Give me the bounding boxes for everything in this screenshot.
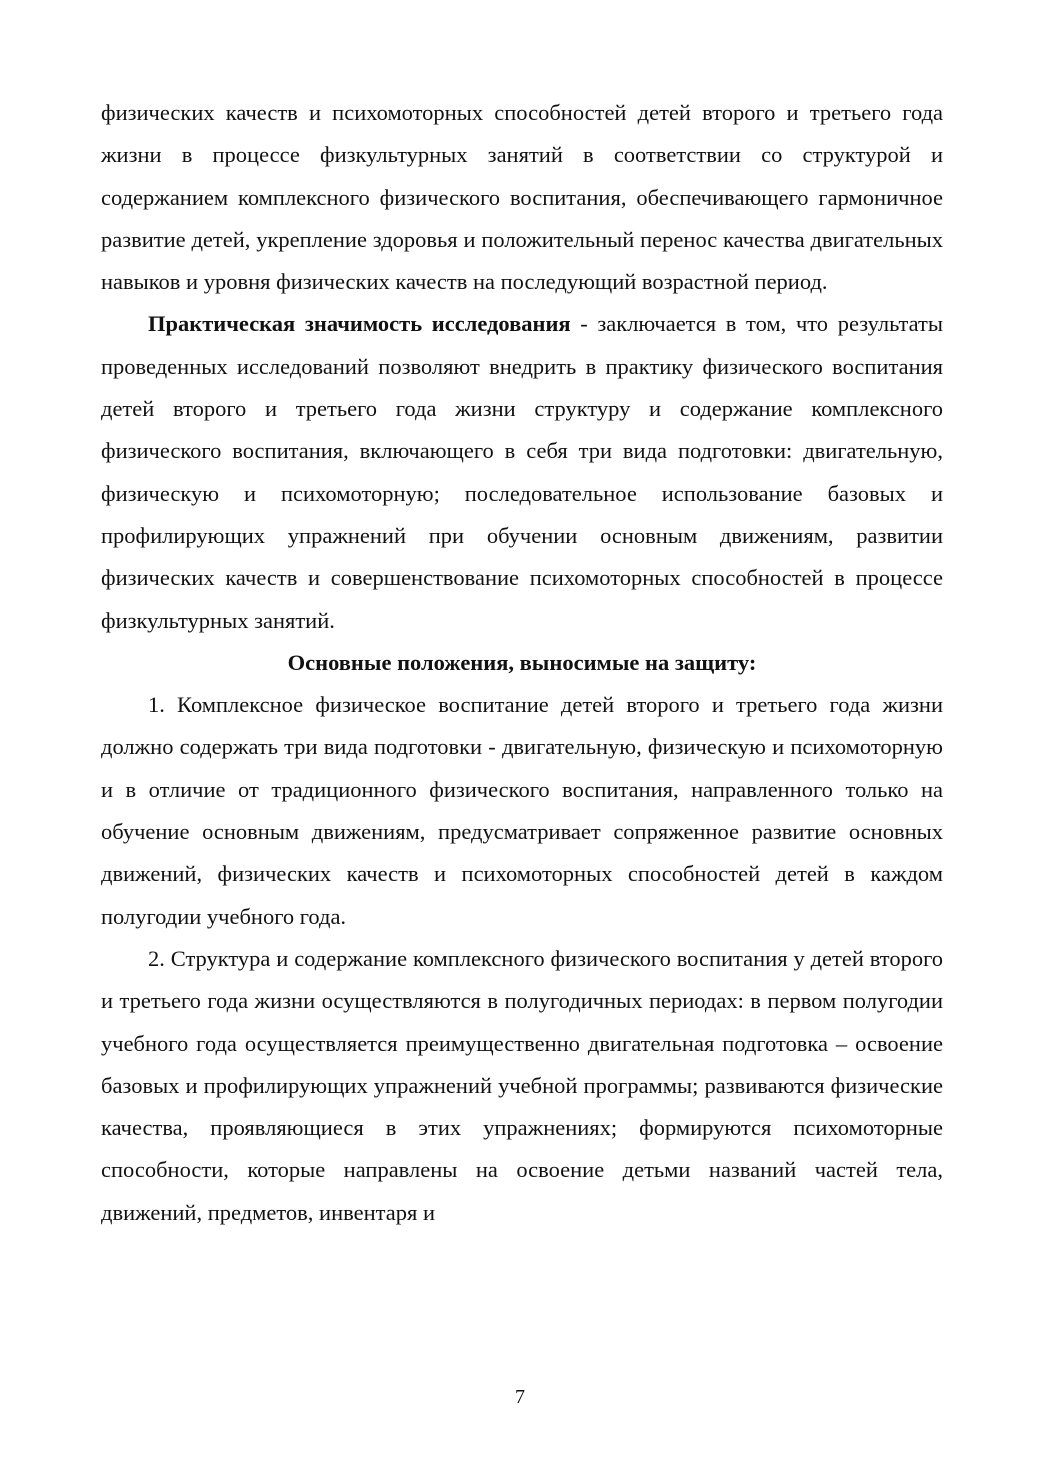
list-item-1: 1. Комплексное физическое воспитание детей второго и третьего года жизни должно содержать три вида подготовки - двигательную, физическую и психомоторную и в отличие от традиционного физического воспитания, направленного только на обучение основным движениям, предусматривает сопряженное развитие основных движений, физических качеств и психомоторных способностей детей в каждом полугодии учебного года.	[101, 692, 943, 929]
list-item-2: 2. Структура и содержание комплексного физического воспитания у детей второго и третьего года жизни осуществляются в полугодичных периодах: в первом полугодии учебного года осуществляется преимущественно двигательная подготовка – освоение базовых и профилирующих упражнений учебной программы; развиваются физические качества, проявляющиеся в этих упражнениях; формируются психомоторные способности, которые направлены на освоение детьми названий частей тела, движений, предметов, инвентаря и	[101, 945, 943, 1225]
paragraph-continuation: физических качеств и психомоторных способностей детей второго и третьего года жизни в процессе физкультурных занятий в соответствии со структурой и содержанием комплексного физического воспитания, обеспечивающего гармоничное развитие детей, укрепление здоровья и положительный перенос качества двигательных навыков и уровня физических качеств на последующий возрастной период.	[101, 100, 943, 295]
paragraph-practical-significance	[101, 303, 943, 641]
document-page	[101, 92, 943, 1234]
paragraph-lead-bold: Практическая значимость исследования	[148, 311, 571, 337]
paragraph-body: - заключается в том, что результаты проведенных исследований позволяют внедрить в практику физического воспитания детей второго и третьего года жизни структуру и содержание комплексного физического воспитания, включающего в себя три вида подготовки: двигательную, физическую и психомоторную; последовательное использование базовых и профилирующих упражнений при обучении основным движениям, развитии физических качеств и совершенствование психомоторных способностей в процессе физкультурных занятий.	[101, 311, 943, 633]
section-heading: Основные положения, выносимые на защиту:	[287, 649, 757, 675]
page-number: 7	[515, 1386, 525, 1408]
